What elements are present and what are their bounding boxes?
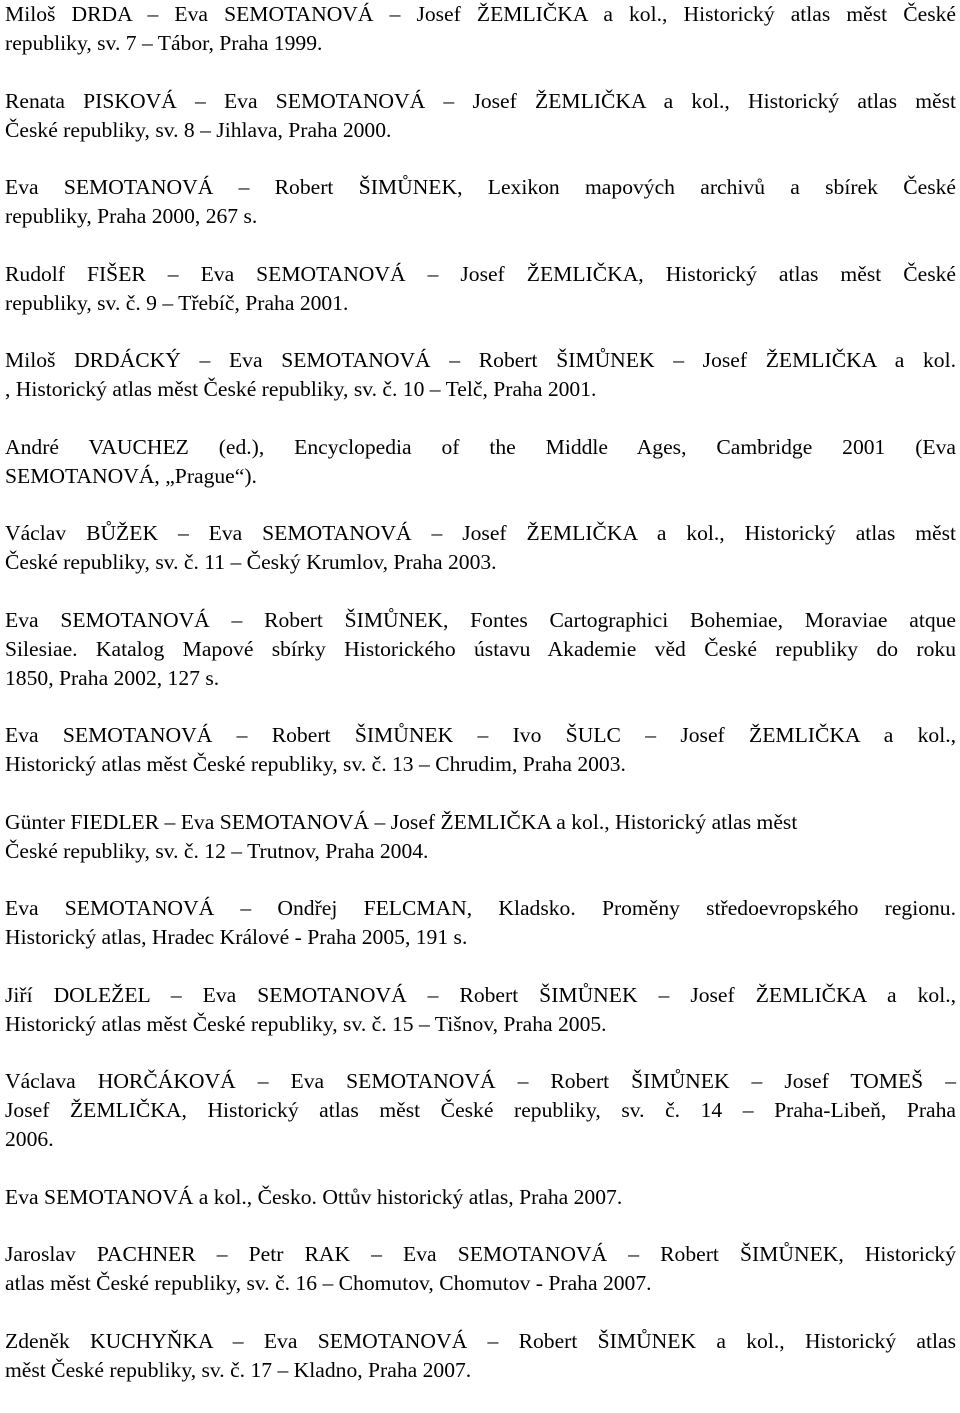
bibliography-entry [5, 173, 956, 231]
entry-line: Historický atlas měst České republiky, sv. č. 15 – Tišnov, Praha 2005. [5, 1011, 607, 1036]
entry-line: Miloš DRDÁCKÝ – Eva SEMOTANOVÁ – Robert ŠIMŮNEK – Josef ŽEMLIČKA a kol. [5, 348, 956, 372]
entry-line: Eva SEMOTANOVÁ – Robert ŠIMŮNEK, Fontes Cartographici Bohemiae, Moraviae atque [5, 607, 956, 632]
bibliography-list [5, 0, 956, 1413]
bibliography-entry [5, 260, 956, 318]
entry-line: republiky, sv. 7 – Tábor, Praha 1999. [5, 31, 323, 55]
bibliography-entry [5, 433, 956, 491]
entry-line: Josef ŽEMLIČKA, Historický atlas měst České republiky, sv. č. 14 – Praha-Libeň, Praha [5, 1098, 956, 1122]
bibliography-entry [5, 1067, 956, 1154]
bibliography-entry [5, 606, 956, 693]
entry-line: 2006. [5, 1127, 54, 1151]
entry-line: republiky, Praha 2000, 267 s. [5, 204, 258, 228]
entry-line: Günter FIEDLER – Eva SEMOTANOVÁ – Josef ŽEMLIČKA a kol., Historický atlas měst [5, 809, 798, 834]
entry-line: 1850, Praha 2002, 127 s. [5, 665, 220, 690]
bibliography-entry [5, 1327, 956, 1385]
entry-line: Jiří DOLEŽEL – Eva SEMOTANOVÁ – Robert ŠIMŮNEK – Josef ŽEMLIČKA a kol., [5, 982, 956, 1007]
entry-line: České republiky, sv. č. 11 – Český Krumlov, Praha 2003. [5, 550, 497, 574]
entry-line: , Historický atlas měst České republiky, sv. č. 10 – Telč, Praha 2001. [5, 377, 597, 401]
bibliography-entry [5, 1183, 956, 1212]
entry-line: Jaroslav PACHNER – Petr RAK – Eva SEMOTANOVÁ – Robert ŠIMŮNEK, Historický [5, 1242, 956, 1266]
bibliography-entry [5, 519, 956, 577]
entry-line: Eva SEMOTANOVÁ a kol., Česko. Ottův historický atlas, Praha 2007. [5, 1184, 623, 1209]
entry-line: André VAUCHEZ (ed.), Encyclopedia of the Middle Ages, Cambridge 2001 (Eva [5, 434, 956, 459]
entry-line: Václav BŮŽEK – Eva SEMOTANOVÁ – Josef ŽEMLIČKA a kol., Historický atlas měst [5, 521, 956, 545]
bibliography-entry [5, 981, 956, 1039]
entry-line: České republiky, sv. č. 12 – Trutnov, Praha 2004. [5, 838, 429, 863]
entry-line: Eva SEMOTANOVÁ – Robert ŠIMŮNEK, Lexikon mapových archivů a sbírek České [5, 175, 956, 199]
bibliography-entry [5, 808, 956, 866]
entry-line: Eva SEMOTANOVÁ – Ondřej FELCMAN, Kladsko. Proměny středoevropského regionu. [5, 896, 956, 920]
entry-line: atlas měst České republiky, sv. č. 16 – Chomutov, Chomutov - Praha 2007. [5, 1271, 652, 1295]
entry-line: Historický atlas, Hradec Králové - Praha 2005, 191 s. [5, 925, 468, 949]
entry-line: Miloš DRDA – Eva SEMOTANOVÁ – Josef ŽEMLIČKA a kol., Historický atlas měst České [5, 2, 956, 26]
entry-line: Historický atlas měst České republiky, sv. č. 13 – Chrudim, Praha 2003. [5, 752, 626, 776]
bibliography-entry [5, 894, 956, 952]
entry-line: SEMOTANOVÁ, „Prague“). [5, 463, 257, 488]
bibliography-entry [5, 0, 956, 58]
entry-line: České republiky, sv. 8 – Jihlava, Praha 2000. [5, 117, 392, 142]
entry-line: Silesiae. Katalog Mapové sbírky Historického ústavu Akademie věd České republiky do roku [5, 636, 956, 661]
bibliography-entry [5, 87, 956, 145]
entry-line: Zdeněk KUCHYŇKA – Eva SEMOTANOVÁ – Robert ŠIMŮNEK a kol., Historický atlas [5, 1328, 956, 1353]
entry-line: měst České republiky, sv. č. 17 – Kladno, Praha 2007. [5, 1357, 472, 1382]
entry-line: Rudolf FIŠER – Eva SEMOTANOVÁ – Josef ŽEMLIČKA, Historický atlas měst České [5, 261, 956, 286]
entry-line: Eva SEMOTANOVÁ – Robert ŠIMŮNEK – Ivo ŠULC – Josef ŽEMLIČKA a kol., [5, 723, 956, 747]
entry-line: Renata PISKOVÁ – Eva SEMOTANOVÁ – Josef ŽEMLIČKA a kol., Historický atlas měst [5, 88, 956, 113]
bibliography-entry [5, 721, 956, 779]
bibliography-entry [5, 346, 956, 404]
bibliography-entry [5, 1240, 956, 1298]
entry-line: republiky, sv. č. 9 – Třebíč, Praha 2001. [5, 290, 349, 315]
entry-line: Václava HORČÁKOVÁ – Eva SEMOTANOVÁ – Robert ŠIMŮNEK – Josef TOMEŠ – [5, 1069, 956, 1093]
